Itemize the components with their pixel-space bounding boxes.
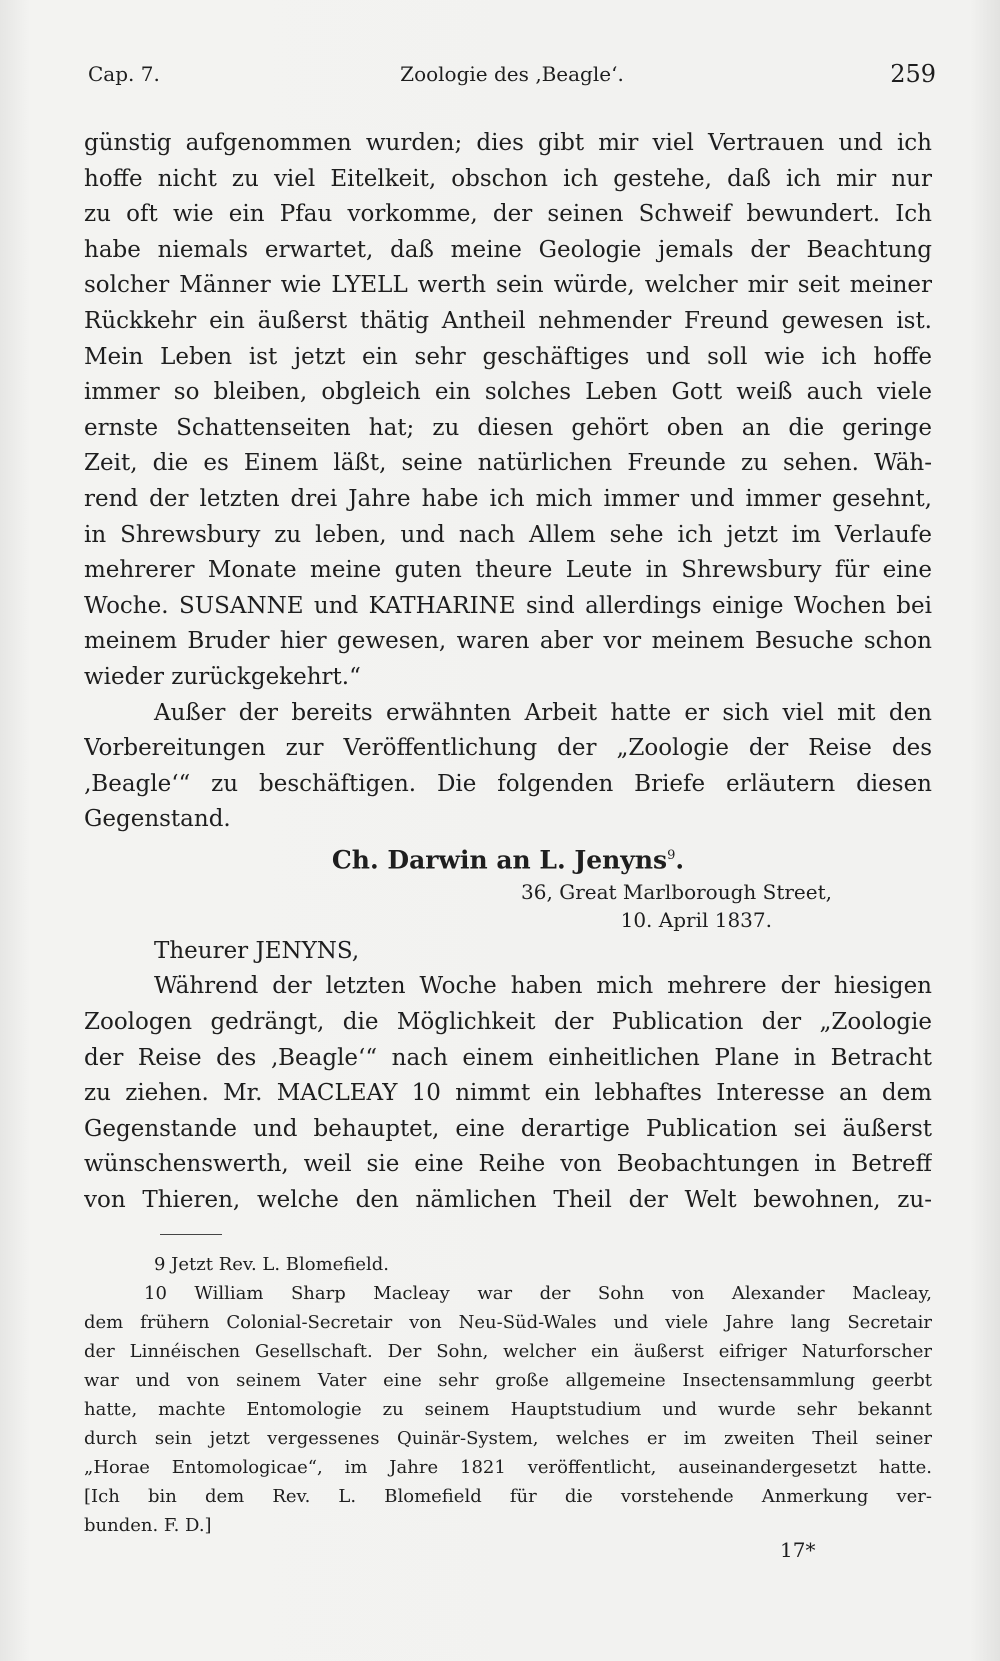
text-line: solcher Männer wie LYELL werth sein würde, welcher mir seit meiner: [84, 272, 932, 299]
text-line: zu oft wie ein Pfau vorkomme, der seinen Schweif bewundert. Ich: [84, 201, 932, 228]
text-line: rend der letzten drei Jahre habe ich mich immer und immer gesehnt,: [84, 485, 932, 512]
text-line: der Reise des ‚Beagle‘“ nach einem einheitlichen Plane in Betracht: [84, 1044, 932, 1071]
running-title: Zoologie des ‚Beagle‘.: [400, 62, 624, 86]
text-line: Gegenstande und behauptet, eine derartige Publication sei äußerst: [84, 1115, 932, 1142]
text-line: Während der letzten Woche haben mich mehrere der hiesigen: [154, 973, 932, 1000]
text-line: in Shrewsbury zu leben, und nach Allem sehe ich jetzt im Verlaufe: [84, 521, 932, 548]
footnote-10-line: 10 William Sharp Macleay war der Sohn von Alexander Macleay,: [144, 1283, 932, 1304]
chapter-label: Cap. 7.: [88, 62, 160, 86]
text-line: Rückkehr ein äußerst thätig Antheil nehmender Freund gewesen ist.: [84, 307, 932, 334]
letter-heading: Ch. Darwin an L. Jenyns$^9$.: [331, 845, 685, 875]
text-line: Mein Leben ist jetzt ein sehr geschäftiges und soll wie ich hoffe: [84, 343, 932, 370]
footnote-10-line: der Linnéischen Gesellschaft. Der Sohn, welcher ein äußerst eifriger Naturforscher: [84, 1341, 932, 1362]
footnotes: [84, 1250, 932, 1540]
text-line: Außer der bereits erwähnten Arbeit hatte er sich viel mit den: [154, 699, 932, 726]
letter-address: 36, Great Marlborough Street,: [521, 879, 832, 904]
sheet-signature: 17*: [780, 1538, 816, 1562]
footnote-10-line: durch sein jetzt vergessenes Quinär-System, welches er im zweiten Theil seiner: [84, 1428, 932, 1449]
text-line: Zeit, die es Einem läßt, seine natürlichen Freunde zu sehen. Wäh-: [84, 450, 932, 477]
text-line: immer so bleiben, obgleich ein solches Leben Gott weiß auch viele: [84, 379, 932, 406]
footnote-10-line: bunden. F. D.]: [84, 1515, 212, 1536]
text-line: meinem Bruder hier gewesen, waren aber vor meinem Besuche schon: [84, 628, 932, 655]
text-line: Vorbereitungen zur Veröffentlichung der „Zoologie der Reise des: [84, 735, 932, 762]
footnote-10-line: hatte, machte Entomologie zu seinem Hauptstudium und wurde sehr bekannt: [84, 1399, 932, 1420]
running-header: [88, 62, 936, 94]
page-number: 259: [890, 60, 936, 88]
text-line: günstig aufgenommen wurden; dies gibt mir viel Vertrauen und ich: [84, 130, 932, 156]
footnote-10-line: dem frühern Colonial-Secretair von Neu-Süd-Wales und viele Jahre lang Secretair: [84, 1312, 932, 1333]
footnote-10-line: [Ich bin dem Rev. L. Blomefield für die vorstehende Anmerkung ver-: [84, 1486, 932, 1507]
text-line: mehrerer Monate meine guten theure Leute in Shrewsbury für eine: [84, 557, 932, 584]
text-line: Woche. SUSANNE und KATHARINE sind allerdings einige Wochen bei: [84, 592, 932, 619]
letter-date: 10. April 1837.: [620, 907, 772, 932]
text-line: ernste Schattenseiten hat; zu diesen gehört oben an die geringe: [84, 414, 932, 441]
footnote-10-line: war und von seinem Vater eine sehr große allgemeine Insectensammlung geerbt: [84, 1370, 932, 1391]
text-line: hoffe nicht zu viel Eitelkeit, obschon ich gestehe, daß ich mir nur: [84, 165, 932, 192]
footnote-ref-9: 9: [667, 847, 676, 863]
main-text: [84, 126, 932, 1219]
text-line: ‚Beagle‘“ zu beschäftigen. Die folgenden Briefe erläutern diesen: [84, 770, 932, 797]
text-line: wünschenswerth, weil sie eine Reihe von Beobachtungen in Betreff: [84, 1151, 932, 1178]
text-line: von Thieren, welche den nämlichen Theil der Welt bewohnen, zu-: [84, 1186, 932, 1213]
letter-heading-text: Ch. Darwin an L. Jenyns: [331, 845, 668, 875]
text-line: wieder zurückgekehrt.“: [84, 663, 361, 690]
text-line: Zoologen gedrängt, die Möglichkeit der Publication der „Zoologie: [84, 1008, 932, 1035]
text-line: habe niemals erwartet, daß meine Geologie jemals der Beachtung: [84, 236, 932, 263]
salutation: Theurer JENYNS,: [154, 937, 360, 964]
footnote-9: 9 Jetzt Rev. L. Blomefield.: [154, 1254, 389, 1275]
footnote-divider: [160, 1234, 222, 1235]
text-line: zu ziehen. Mr. MACLEAY 10 nimmt ein lebhaftes Interesse an dem: [84, 1080, 932, 1107]
text-line: Gegenstand.: [84, 806, 231, 833]
footnote-10-line: „Horae Entomologicae“, im Jahre 1821 veröffentlicht, auseinandergesetzt hatte.: [84, 1457, 932, 1478]
